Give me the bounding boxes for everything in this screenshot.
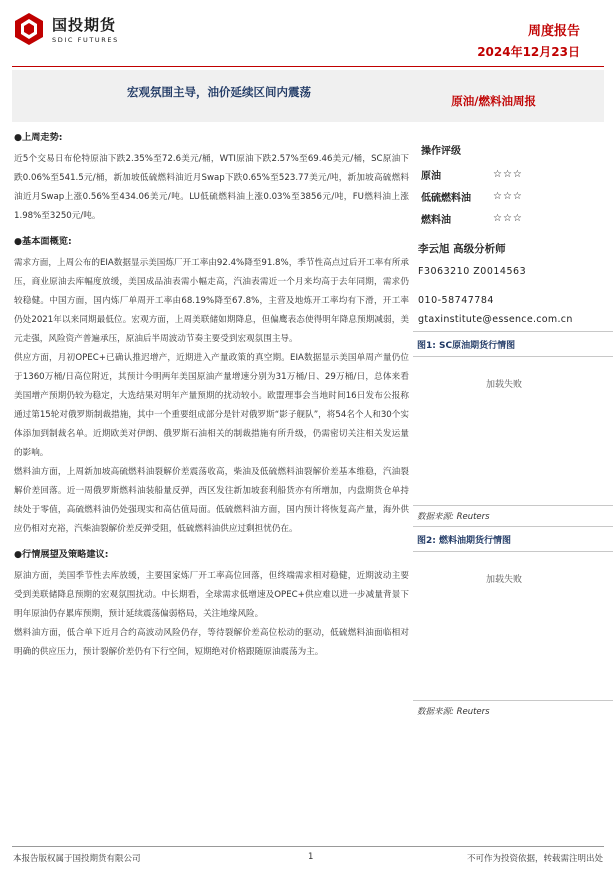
report-header bbox=[0, 0, 615, 75]
paragraph-demand: 需求方面，上周公布的EIA数据显示美国炼厂开工率由92.4%降至91.8%，季节性高点过后开工率有所承压，商业原油去库幅度放缓，美国成品油表需小幅走高，汽油表需近一个月来均高于去年同期，需求仍较稳健。中国方面，国内炼厂单周开工率由68.19%降至67.8%，主营及地炼开工率均有下滑，开工率仍处2021年以来同期最低位。宏观方面，上周美联储如期降息，但偏鹰表态使得明年降息预期减弱，美元走强，风险资产普遍承压，原油后半周波动节奏主要受到宏观氛围主导。 bbox=[14, 258, 410, 344]
company-logo bbox=[12, 12, 119, 46]
main-content bbox=[14, 130, 409, 662]
footer-disclaimer: 不可作为投资依据，转载需注明出处 bbox=[466, 854, 603, 864]
analyst-name: 李云旭 高级分析师 bbox=[418, 243, 506, 255]
report-date: 2024年12月23日 bbox=[477, 45, 580, 59]
section-heading-trend: ●上周走势: bbox=[14, 132, 63, 143]
figure-source-fuel: 数据来源: Reuters bbox=[413, 700, 613, 721]
star-rating-icon: ☆☆☆ bbox=[493, 190, 523, 202]
star-rating-icon: ☆☆☆ bbox=[493, 212, 523, 224]
rating-name: 原油 bbox=[421, 170, 441, 182]
logo-en-text: SDIC FUTURES bbox=[52, 36, 119, 44]
figure-title-fuel: 图2: 燃料油期货行情图 bbox=[413, 526, 613, 552]
header-divider bbox=[12, 66, 604, 67]
paragraph-supply: 供应方面，月初OPEC+已确认推迟增产，近期进入产量政策的真空期。EIA数据显示美国单周产量仍位于1360万桶/日高位附近，其预计今明两年美国原油产量增速分别为31万桶/日、29万桶/日，总体来看美国增产预期仍较为稳定，大选结果对明年产量预期的扰动较小。欧盟理事会当地时间16日发布公报称通过第15轮对俄罗斯制裁措施，其中一个重要组成部分是针对俄罗斯“影子舰队”，将54名个人和30个实体添加到制裁名单。近期欧美对伊朗、俄罗斯石油相关的制裁措施有所升级，仍需密切关注相关发运量的影响。 bbox=[14, 353, 409, 458]
paragraph-trend: 近5个交易日布伦特原油下跌2.35%至72.6美元/桶，WTI原油下跌2.57%至69.46美元/桶，SC原油下跌0.06%至541.5元/桶，新加坡低硫燃料油近月Swap下跌0.65%至523.77美元/吨，新加坡高硫燃料油近月Swap上涨0.56%至434.06美元/吨。LU低硫燃料油上涨0.03%至3856元/吨，FU燃料油上涨1.98%至3250元/吨。 bbox=[14, 154, 409, 221]
paragraph-fuel-oil: 燃料油方面，上周新加坡高硫燃料油裂解价差震荡收高，柴油及低硫燃料油裂解价差基本维稳，汽油裂解价差回落。近一周俄罗斯燃料油装船量反弹，西区发往新加坡套利船货亦有所增加，内盘期货仓单持续处于零值，高硫燃料油仍处强现实和高估值局面。低硫燃料油方面，国内预计将恢复高产量，海外供应仍相对充裕，汽柴油裂解价差反弹受阻，低硫燃料油供应过剩担忧仍在。 bbox=[14, 467, 409, 534]
figure-box-sc bbox=[413, 357, 613, 505]
report-type: 周度报告 bbox=[527, 24, 580, 39]
report-title: 宏观氛围主导，油价延续区间内震荡 bbox=[127, 85, 311, 99]
section-heading-fundamentals: ●基本面概览: bbox=[14, 236, 72, 247]
rating-row bbox=[421, 207, 613, 229]
footer-divider bbox=[12, 846, 604, 847]
figure-placeholder: 加载失败 bbox=[486, 380, 523, 390]
analyst-cert: F3063210 Z0014563 bbox=[418, 266, 527, 277]
rating-row bbox=[421, 163, 613, 185]
footer-copyright: 本报告版权属于国投期货有限公司 bbox=[13, 854, 141, 864]
section-heading-outlook: ●行情展望及策略建议: bbox=[14, 549, 109, 560]
rating-name: 燃料油 bbox=[421, 214, 451, 226]
report-category: 原油/燃料油周报 bbox=[451, 94, 536, 108]
figure-source-sc: 数据来源: Reuters bbox=[413, 505, 613, 526]
paragraph-outlook-crude: 原油方面，美国季节性去库放缓，主要国家炼厂开工率高位回落，但终端需求相对稳健，近期波动主要受到美联储降息预期的宏观氛围扰动。中长期看，全球需求低增速及OPEC+供应难以进一步减量背景下明年原油仍存累库预期，预计延续震荡偏弱格局，关注地缘风险。 bbox=[14, 571, 409, 619]
figure-title-sc: 图1: SC原油期货行情图 bbox=[413, 331, 613, 357]
paragraph-outlook-fuel: 燃料油方面，低合单下近月合约高波动风险仍存，等待裂解价差高位松动的驱动，低硫燃料油面临相对明确的供应压力，预计裂解价差仍有下行空间，短期绝对价格跟随原油震荡为主。 bbox=[14, 628, 409, 657]
rating-row bbox=[421, 185, 613, 207]
page-number: 1 bbox=[308, 852, 314, 862]
figure-placeholder: 加载失败 bbox=[486, 575, 523, 585]
star-rating-icon: ☆☆☆ bbox=[493, 168, 523, 180]
figure-box-fuel bbox=[413, 552, 613, 700]
analyst-phone: 010-58747784 bbox=[418, 295, 494, 306]
logo-cn-text: 国投期货 bbox=[52, 16, 117, 34]
rating-title: 操作评级 bbox=[421, 146, 461, 157]
title-bar bbox=[12, 70, 604, 122]
sidebar bbox=[413, 130, 613, 721]
rating-name: 低硫燃料油 bbox=[421, 192, 471, 204]
logo-mark-icon bbox=[12, 12, 46, 46]
analyst-email[interactable]: gtaxinstitute@essence.com.cn bbox=[418, 314, 573, 325]
